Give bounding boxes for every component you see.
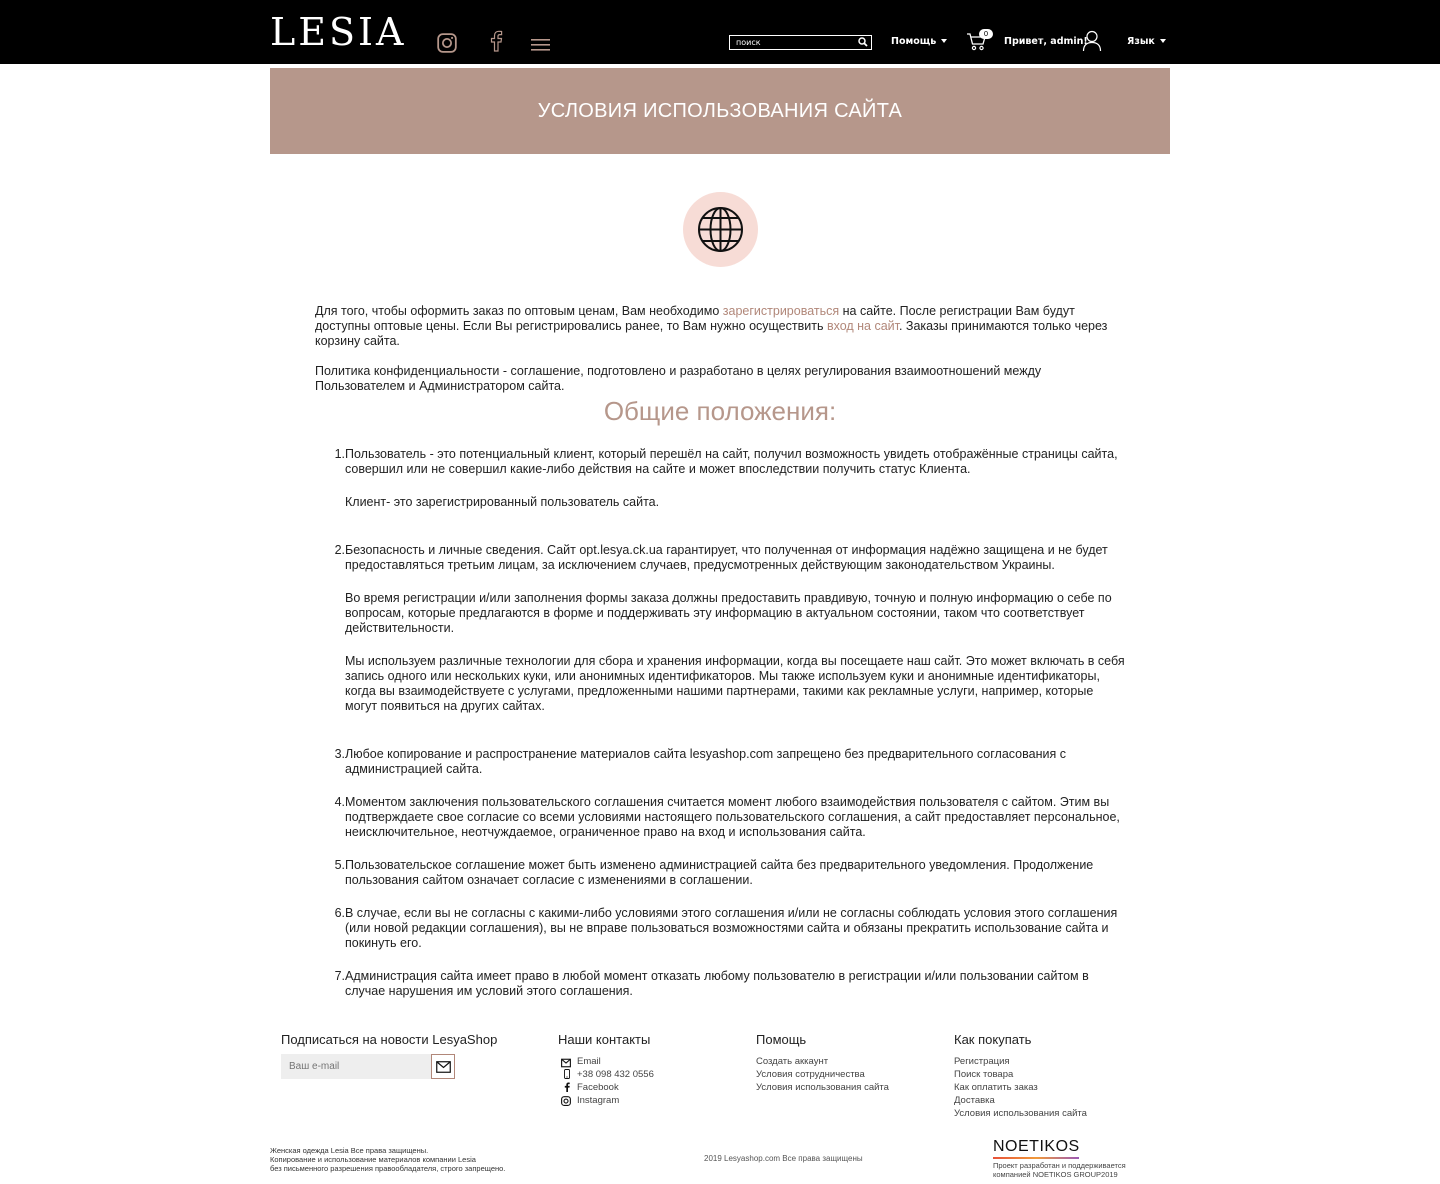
language-label: Язык: [1127, 36, 1155, 47]
rule-extra-text: Клиент- это зарегистрированный пользователь сайта.: [345, 495, 660, 509]
facebook-icon: [562, 1082, 572, 1092]
cooperation-terms-link[interactable]: Условия сотрудничества: [756, 1069, 865, 1080]
help-label: Помощь: [891, 36, 937, 47]
product-search-link[interactable]: Поиск товара: [954, 1069, 1014, 1080]
help-dropdown[interactable]: [891, 36, 947, 47]
developer-text: Проект разработан и поддерживается: [993, 1161, 1126, 1170]
user-greeting[interactable]: Привет, admin!: [1004, 36, 1088, 47]
developer-credit[interactable]: [993, 1138, 1126, 1179]
user-icon[interactable]: [1082, 30, 1102, 52]
intro-text: . Заказы принимаются только через корзину сайта.: [315, 319, 1108, 348]
chevron-down-icon: [941, 39, 947, 43]
developer-text: компанией NOETIKOS GROUP2019: [993, 1170, 1118, 1179]
rule-number: 4.: [334, 795, 345, 809]
page-banner: [270, 68, 1170, 154]
rule-number: 1.: [334, 447, 345, 461]
rule-number: 5.: [334, 858, 345, 872]
page-title: УСЛОВИЯ ИСПОЛЬЗОВАНИЯ САЙТА: [537, 100, 903, 122]
rule-text: Безопасность и личные сведения. Сайт opt.lesya.ck.ua гарантирует, что полученная от информация надёжно защищена и не будет предоставляться третьим лицам, за исключением случаев, предусмотренных действующим законодательством Украины.: [345, 543, 1108, 572]
copyright-line: Женская одежда Lesia Все права защищены.: [270, 1146, 429, 1155]
rule-text: Пользовательское соглашение может быть изменено администрацией сайта без предварительного уведомления. Продолжение пользования сайтом означает согласие с изменениями в соглашении.: [345, 858, 1094, 887]
rule-extra-text: Во время регистрации и/или заполнения формы заказа должны предоставить правдивую, точную и полную информацию о себе по вопросам, которые предлагаются в форме и поддерживать эту информацию в актуальном состоянии, таком что соответствует действительности.: [345, 591, 1112, 635]
rule-text: Пользователь - это потенциальный клиент, который перешёл на сайт, получил возможность увидеть отображённые страницы сайта, совершил или не совершил какие-либо действия на сайте и может впоследствии получить статус Клиента.: [345, 447, 1118, 476]
site-copyright: 2019 Lesyashop.com Все права защищены: [704, 1154, 863, 1163]
search-box: [729, 35, 872, 50]
envelope-icon: [436, 1061, 451, 1073]
login-link[interactable]: вход на сайт: [826, 319, 899, 333]
intro-text: Для того, чтобы оформить заказ по оптовым ценам, Вам необходимо: [315, 304, 723, 318]
section-heading: Общие положения:: [603, 396, 837, 426]
delivery-link[interactable]: Доставка: [954, 1095, 995, 1106]
payment-link[interactable]: Как оплатить заказ: [954, 1082, 1038, 1093]
site-logo[interactable]: [270, 6, 407, 56]
subscribe-button[interactable]: [431, 1054, 455, 1079]
search-input[interactable]: [736, 36, 854, 48]
chevron-down-icon: [1160, 39, 1166, 43]
help-title: Помощь: [756, 1032, 807, 1047]
contact-email-link[interactable]: Email: [577, 1056, 601, 1067]
rule-number: 3.: [334, 747, 345, 761]
contact-instagram-link[interactable]: Instagram: [577, 1095, 620, 1106]
copyright-notice: [270, 1146, 570, 1173]
globe-badge: [683, 192, 758, 267]
rule-text: Администрация сайта имеет право в любой момент отказать любому пользователю в регистрации и/или пользовании сайтом в случае нарушения им условий этого соглашения.: [345, 969, 1089, 998]
create-account-link[interactable]: Создать аккаунт: [756, 1056, 829, 1067]
rule-text: Моментом заключения пользовательского соглашения считается момент любого взаимодействия пользователя с сайтом. Этим вы подтверждаете свое согласие со всеми условиями настоящего пользовательского соглашения, а сайт предоставляет персональное, неисключительное, неотчуждаемое, ограниченное право на вход и использования сайта.: [345, 795, 1120, 839]
menu-icon[interactable]: [531, 34, 551, 56]
copyright-line: Копирование и использование материалов компании Lesia: [270, 1155, 476, 1164]
instagram-icon: [561, 1096, 571, 1106]
contacts-title: Наши контакты: [558, 1032, 651, 1047]
copyright-line: без письменного разрешения правообладателя, строго запрещено.: [270, 1164, 506, 1173]
noetikos-logo: NOETIKOS: [993, 1138, 1080, 1155]
subscribe-title: Подписаться на новости LesyaShop: [281, 1032, 498, 1047]
site-footer: [0, 1020, 1440, 1184]
top-navbar: [0, 0, 1440, 64]
search-icon[interactable]: [858, 37, 868, 47]
instagram-icon[interactable]: [437, 32, 457, 54]
rule-extra-text: Мы используем различные технологии для сбора и хранения информации, когда вы посещаете наш сайт. Это может включать в себя запись одного или нескольких куки, или анонимных идентификаторов. Мы также используем куки и анонимные идентификаторы, когда вы взаимодействуете с услугами, предложенными нашими партнерами, такими как рекламные услуги, например, которые могут появиться на других сайтах.: [345, 654, 1125, 713]
intro-text: на сайте. После регистрации Вам будут доступны оптовые цены. Если Вы регистрировались ранее, то Вам нужно осуществить: [315, 304, 1075, 333]
envelope-icon: [561, 1058, 571, 1068]
site-terms-link[interactable]: Условия использования сайта: [756, 1082, 889, 1093]
intro-paragraph-2: Политика конфиденциальности - соглашение, подготовлено и разработано в целях регулирования взаимоотношений между Пользователем и Администратором сайта.: [315, 364, 1042, 393]
contact-facebook-link[interactable]: Facebook: [577, 1082, 619, 1093]
rule-number: 7.: [334, 969, 345, 983]
logo-underline: [993, 1157, 1079, 1159]
rule-number: 2.: [334, 543, 345, 557]
contact-phone-link[interactable]: +38 098 432 0556: [577, 1069, 654, 1080]
rule-text: В случае, если вы не согласны с какими-либо условиями этого соглашения и/или не согласны соблюдать условия этого соглашения (или новой редакции соглашения), вы не вправе пользоваться возможностями сайта и обязаны прекратить использование сайта и покинуть его.: [345, 906, 1118, 950]
intro-paragraph-1: [315, 304, 1125, 349]
register-link[interactable]: зарегистрироваться: [722, 304, 840, 318]
facebook-icon[interactable]: [486, 30, 506, 52]
rule-text: Любое копирование и распространение материалов сайта lesyashop.com запрещено без предварительного согласования с администрацией сайта.: [345, 747, 1066, 776]
cart-count-badge: 0: [979, 29, 993, 39]
newsletter-email-field[interactable]: [281, 1054, 431, 1079]
language-dropdown[interactable]: [1127, 36, 1166, 47]
site-terms-link[interactable]: Условия использования сайта: [954, 1108, 1087, 1119]
logo-text: LESIA: [270, 10, 407, 54]
registration-link[interactable]: Регистрация: [954, 1056, 1010, 1067]
rule-number: 6.: [334, 906, 345, 920]
globe-icon: [696, 205, 745, 254]
phone-icon: [562, 1069, 572, 1079]
howto-title: Как покупать: [954, 1032, 1032, 1047]
